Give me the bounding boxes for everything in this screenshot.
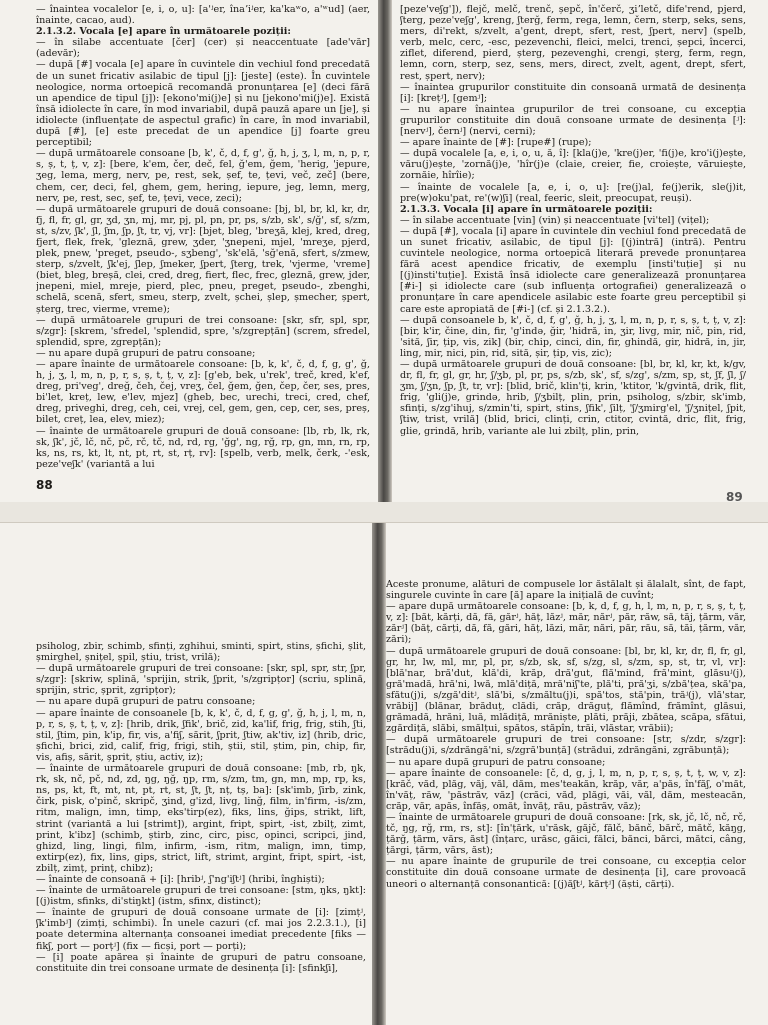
paragraph: — nu apare după grupuri de patru consoane; xyxy=(386,756,606,768)
paragraph: — apare înainte de consoanele: [č, d, g, j, l, m, n, p, r, s, ș, t, ț, w, v, z]: [krăč, văd, plăg, văj, văl, dăm, mes'teakăn, krăp, văr, a'păs, în'făʃ, o'măt, în'văț, răw, 'păstrăv, văz] (crăci, văd, plăgi, văi, văl, dăm, mesteacăn, crăp, văr, apăs, înfăș, omăt, învăț, rău, păstrăv, văz); xyxy=(386,767,746,812)
paragraph: — după [#], vocala [i] apare în cuvintele din vechiul fond precedată de un sunet fricativ, asilabic, de tipul [j]: [(j)intră] (intră). Pentru cuvintele neologice, norma ortoepică literară prevede pronunțarea fără acest apendice fricativ, de exemplu [insti'tuție] și nu [(j)insti'tuție]. Există însă idiolecte care generalizează pronunțarea [#i-] și idiolecte care (sub influența ortografiei) generalizează o pronunțare în care apendicele asilabic este foarte greu perceptibil și care este apropiată de [#i-] (cf. și 2.1.3.2.). xyxy=(400,225,746,315)
paragraph: — nu apare înainte de grupurile de trei consoane, cu excepția celor constituite din două consoane urmate de desinența [i], care provoacă uneori o alternanță consonantică: [(j)ăʃtʲ, kărțʲ] (ăști, cărți). xyxy=(386,856,746,890)
scan-separator xyxy=(0,502,768,522)
section-heading: 2.1.3.3. Vocala [i] apare în următoarele poziții: xyxy=(400,203,653,215)
book-gutter-shadow xyxy=(372,523,386,1025)
paragraph: — înainte de următoarele grupuri de două consoane: [lb, rb, lk, rk, sk, ʃk', jč, lč, nč, pč, rč, tč, nd, rd, rg, 'ğg', ng, rğ, rp, gn, mn, rn, rp, ks, ns, rs, kt, lt, nt, pt, rt, st, rț, rv]: [spelb, verb, melk, čerk, -'esk, peze'veʃk' (variantă a lui xyxy=(36,425,370,470)
paragraph: — după vocalele [a, e, i, o, u, ă, î]: [kla(j)e, 'kre(j)er, 'fi(j)e, kro'i(j)ește, văru(j)ește, 'zornă(j)e, 'hîr(j)e (claie, creier, fie, croiește, văruiește, zornăie, hîrîie); xyxy=(400,148,746,182)
paragraph: psiholog, zbir, schimb, sfinți, zghihui, sminti, spirt, stins, șfichi, șlit, șmirghel, șnițel, șpil, știu, trist, vrilă); xyxy=(36,641,366,664)
paragraph: — înainte de grupuri de două consoane urmate de [i]: [zimțʲ, ʃk'imbʲ] (zimți, schimbi). În unele cazuri (cf. mai jos 2.2.3.1.), [i] poate determina alternanța consoanei imediat precedente [fiks — fikʃ, port — porțʲ] (fix — ficși, port — porți); xyxy=(36,907,366,952)
paragraph: — după [#] vocala [e] apare în cuvintele din vechiul fond precedată de un sunet fricativ asilabic de tipul [j]: [jeste] (este). În cuvintele neologice, norma ortoepică recomandă pronunțarea [e] (deci fără un apendice de tipul [j]): [ekono'mi(j)e] și nu [jekono'mi(j)e]. Există însă idiolecte în care, în mod invariabil, după pauză apare un [je], și idiolecte (influențate de aspectul grafic) în care, în mod invariabil, după [#], [e] este precedat de un apendice [j] foarte greu perceptibil; xyxy=(36,59,370,149)
top-page-scan xyxy=(0,0,768,502)
paragraph: — [i] poate apărea și înainte de grupuri de patru consoane, constituite din trei consoane urmate de desinența [i]: [sfinkʃi], xyxy=(36,951,366,974)
paragraph: — după următoarele grupuri de trei consoane: [skr, spl, spr, str, ʃpr, s/zgr]: [skriw, splină, 'sprijin, strik, ʃprit, 's/zgripțor] (scriu, splină, sprijin, stric, șprit, zgripțor); xyxy=(36,663,366,697)
paragraph: — în silabe accentuate [vin] (vin) și neaccentuate [vi'tel] (vițel); xyxy=(400,214,710,226)
paragraph: — după următoarele grupuri de două consoane: [bl, br, kl, kr, dr, fl, fr, gl, gr, hr, lw, ml, mr, pl, pr, s/zb, sk, sf, s/zg, sl, s/zm, sp, st, tr, vl, vr]: [blă'nar, bră'dut, klă'di, krăp, dră'gut, flă'mind, fră'mint, glăsuʲ(j), gră'madă, hră'ni, lwă, mlă'diță, mră'niʃ'te, plă'ti, pră'ʒi, s/zbă'țea, skă'pa, sfătu(j)i, s/zgă'ditʲ, slă'bi, s/zmăltu(j)i, spă'tos, stă'pin, trăʲ(j), vlă'star, vrăbij] (blănar, brăduț, clădi, crăp, drăguț, flămînd, frămînt, glăsui, grămadă, hrăni, luă, mlădiță, mrăniște, plăti, prăji, zbătea, scăpa, sfătui, zgărdiță, slăbi, smălțui, spătos, stăpîn, trăi, vlăstar, vrăbii); xyxy=(386,645,746,735)
page-number-right: 89 xyxy=(726,490,743,502)
paragraph: — nu apare după grupuri de patru consoane; xyxy=(36,347,256,359)
paragraph: — nu apare înaintea grupurilor de trei consoane, cu excepția grupurilor constituite din două consoane urmate de desinența [ʲ]: [nervʲ], černʲ] (nervi, cerni); xyxy=(400,103,746,138)
bottom-right-column xyxy=(386,579,746,1025)
paragraph: — în silabe accentuate [čer] (cer) și neaccentuate [ade'văr] (adevăr); xyxy=(36,37,370,60)
paragraph: — apare înainte de consoanele [b, k, k', č, d, f, g, g', ğ, h, j, l, m, n, p, r, s, ș, t, ț, v, z]: [hrib, drik, ʃfik', brič, zid, ka'lif, frig, frig, stih, ʃti, stil, ʃtim, pin, k'ip, fir, vis, a'fiʃ, sărit, ʃprit, ʃtiw, ak'tiv, iz] (hrib, dric, șfichi, brici, zid, calif, frig, frigi, stih, știi, stil, știm, pin, chip, fir, vis, afiș, sărit, șprit, știu, activ, iz); xyxy=(36,707,366,763)
section-heading: 2.1.3.2. Vocala [e] apare în următoarele poziții: xyxy=(36,26,291,38)
paragraph: — după următoarele grupuri de trei consoane: [skr, sfr, spl, spr, s/zgr]: [skrem, 'sfredel, 'splendid, spre, 's/zgrepțăn] (screm, sfredel, splendid, spre, zgrepțăn); xyxy=(36,314,370,348)
page-number-left: 88 xyxy=(36,478,53,492)
paragraph: — înaintea vocalelor [e, i, o, u]: [a'ʲer, înaʼiʲer, ka'kaʷo, a'ʷud] (aer, înainte, cacao, aud). xyxy=(36,4,370,27)
paragraph: — înainte de următoarele grupuri de două consoane: [rk, sk, jč, lč, nč, rč, tč, ŋg, rğ, rm, rs, st]: [în'țărk, u'răsk, găjč, fălč, bănč, bărč, mătč, kăŋg, țărğ, țărm, vărs, ăst] (înțarc, urăsc, găici, fălci, bănci, bărci, mătci, câng, țărgi, țărm, vărs, ăst); xyxy=(386,811,746,857)
paragraph: — înaintea grupurilor constituite din consoană urmată de desinența [i]: [krețʲ], [gemʲ]; xyxy=(400,81,746,104)
bottom-left-column xyxy=(36,641,366,1025)
paragraph: — înainte de consoană + [i]: [hribʲ, ʃ'ng'iʃtʲ] (hribi, înghiști); xyxy=(36,873,325,885)
paragraph: [peze'veʃg']), flejč, melč, trenč, șepč, în'čerč, ʒiʼletč, dife'rend, pjerd, ʃterg, peze'veʃg', kreng, ʃterğ, ferm, rega, lemn, čern, sterp, seks, sens, mers, di'rekt, s/zvelt, a'gent, drept, sfert, rest, ʃpert, nerv] (spelb, verb, melc, cerc, -esc, pezevenchi, fleici, melci, trenci, șepci, încerci, ziflet, diferend, pierd, șterg, pezevenghi, crengi, șterg, ferm, regn, lemn, corn, sterp, sez, sens, mers, direct, zvelt, agent, drept, sfert, rest, șpert, nerv); xyxy=(400,4,746,82)
paragraph: — înainte de vocalele [a, e, i, o, u]: [re(j)al, fe(j)erik, sle(j)it, pre(w)oku'pat, re'(w)ʃi] (real, feeric, sleit, preocupat, reuși). xyxy=(400,181,746,204)
bottom-page-scan xyxy=(0,522,768,1025)
paragraph: — după următoarele consoane [b, k', č, d, f, g', ğ, h, j, ʒ, l, m, n, p, r, s, ș, t, ț, v, z]: [bere, k'em, čer, deč, fel, ğ'em, ğem, 'herig, 'jepure, ʒeg, lema, merg, nerv, pe, rest, sek, șef, te, țevi, več, zeč] (bere, chem, cer, deci, fel, ghem, gem, hering, iepure, jeg, lemn, merg, nerv, pe, rest, sec, șef, te, țevi, vece, zeci); xyxy=(36,148,370,204)
paragraph: — după consoanele b, k', č, d, f, g', ğ, h, j, ʒ, l, m, n, p, r, s, ș, t, ț, v, z]: [bir, k'ir, čine, din, fir, 'g'ində, ğir, 'hidră, in, ʒir, livg, mir, nič, pin, rid, 'sită, ʃir, țip, vis, zik] (bir, chip, cinci, din, fir, ghindă, gir, hidră, in, jir, ling, mir, nici, pin, rid, sită, șir, țip, vis, zic); xyxy=(400,314,746,359)
paragraph: — apare înainte de următoarele consoane: [b, k, k', č, d, f, g, g', ğ, h, j, ʒ, l, m, n, p, r, s, ș, t, ț, v, z]: [g'eb, bek, u'rek', treč, kred, k'ef, dreg, pri'veg', dreğ, čeh, čej, vreʒ, čel, ğem, ğen, čep, čer, ses, pres, bi'let, kreț, lew, e'lev, mjez] (gheb, bec, urechi, treci, cred, chef, dreg, priveghi, dreg, ceh, cei, vrej, cel, gem, gen, cep, cer, ses, preș, bilet, creț, lea, elev, miez); xyxy=(36,359,370,426)
paragraph: Aceste pronume, alături de compusele lor ăstălalt și ălalalt, sînt, de fapt, singurele cuvinte în care [ă] apare la inițială de cuvînt; xyxy=(386,579,746,602)
paragraph: — după următoarele grupuri de două consoane: [bj, bl, br, kl, kr, dr, fj, fl, fr, gl, gr, ʒd, ʒn, mj, mr, pj, pl, pn, pr, ps, s/zb, sk', s/ğ', sf, s/zm, st, s/zv, ʃk', ʃl, ʃm, ʃp, ʃt, tr, vj, vr]: [bjet, bleg, 'breʒă, klej, kred, dreg, fjert, flek, frek, 'gleznă, grew, ʒder, 'ʒnepeni, mjel, 'mreʒe, pjerd, plek, pnew, 'preget, pseudo-, sʒbeng', 'sk'elă, 'sğ'enă, sfert, s/zmew, sterp, s/zvelt, ʃk'ej, ʃlep, ʃmeker, ʃpert, ʃterg, trek, 'vjerme, 'vreme] (biet, bleg, breșă, clei, cred, dreg, fiert, flec, frec, gleznă, grew, jder, jnepeni, miel, mreje, pierd, plec, pneu, preget, pseudo-, zbenghi, schelă, scenă, sfert, smeu, sterp, zvelt, șchei, șlep, șmecher, șpert, șterg, trec, vierme, vreme); xyxy=(36,203,370,315)
top-right-column xyxy=(400,4,746,500)
top-left-column xyxy=(36,4,370,474)
paragraph: — după următoarele grupuri de două consoane: [bl, br, kl, kr, kt, k/gv, dr, fl, fr, gl, gr, hr, ʃ/ʒb, pl, pr, ps, s/zb, sk', sf, s/zg', s/zm, sp, st, ʃf, ʃl, ʃ/ʒm, ʃ/ʒn, ʃp, ʃt, tr, vr]: [blid, brič, klin'ți, krin, 'ktitor, 'k/gvintă, drik, flit, frig, 'gli(j)e, grində, hrib, ʃ/ʒbilț, plin, prin, psiholog, s/zbir, sk'imb, sfinți, s/zg'ihuj, s/zmin'ti, spirt, stins, ʃfik', ʃilț, 'ʃ/ʒmirg'el, 'ʃ/ʒnițel, ʃpit, ʃtiw, trist, vrilă] (blid, brici, clinți, crin, ctitor, cvintă, dric, flit, frig, glie, grindă, hrib, variante ale lui zbilț, plin, prin, xyxy=(400,359,746,437)
paragraph: — înainte de următoarele grupuri de două consoane: [mb, rb, ŋk, rk, sk, nč, pč, nd, zd, ŋg, ŋğ, ŋp, rm, s/zm, tm, gn, mn, mp, rp, ks, ns, ps, kt, ft, mt, nt, pt, rt, st, ʃt, ʃt, nț, tș, ba]: [sk'imb, ʃirb, zink, čirk, pisk, o'pinč, skripč, ʒind, g'izd, livg, linğ, film, in'firm, -is/zm, ritm, malign, imn, timp, eks'tirp(ez), fiks, lins, ğips, strikt, lift, strint (variantă a lui [strimt]), argint, fript, spirt, -ist, zbilț, zimt, print, k'ibz] (schimb, știrb, zinc, circ, pisc, opinci, scripci, jind, ghizd, ling, lingi, film, infirm, -ism, ritm, malign, imn, timp, extirp(ez), fix, lins, gips, strict, lift, strimt, argint, fript, spirt, -ist, zbilț, zimț, prinț, chibz); xyxy=(36,763,366,874)
book-gutter-shadow xyxy=(378,0,392,502)
paragraph: — după următoarele grupuri de trei consoane: [str, s/zdr, s/zgr]: [strădu(j)i, s/zdrăngă'ni, s/zgră'bunță] (strădui, zdrăngăni, zgrăbunță); xyxy=(386,734,746,757)
paragraph: — apare după următoarele consoane: [b, k, d, f, g, h, l, m, n, p, r, s, ș, t, ț, v, z]: [băt, kărți, dă, fă, gărʲ, hăț, lăzʲ, măr, nărʲ, păr, răw, să, tăj, țărm, văr, zărʲ] (băț, cărți, dă, fă, gări, hăț, lăzi, măr, nări, păr, rău, să, tăi, țărm, văr, zări); xyxy=(386,601,746,646)
paragraph: — apare înainte de [#]: [rupe#] (rupe); xyxy=(400,137,592,149)
paragraph: — nu apare după grupuri de patru consoane; xyxy=(36,696,256,708)
paragraph: — înainte de următoarele grupuri de trei consoane: [stm, ŋks, ŋkt]: [(j)istm, sfinks, di'stiŋkt] (istm, sfinx, distinct); xyxy=(36,885,366,908)
